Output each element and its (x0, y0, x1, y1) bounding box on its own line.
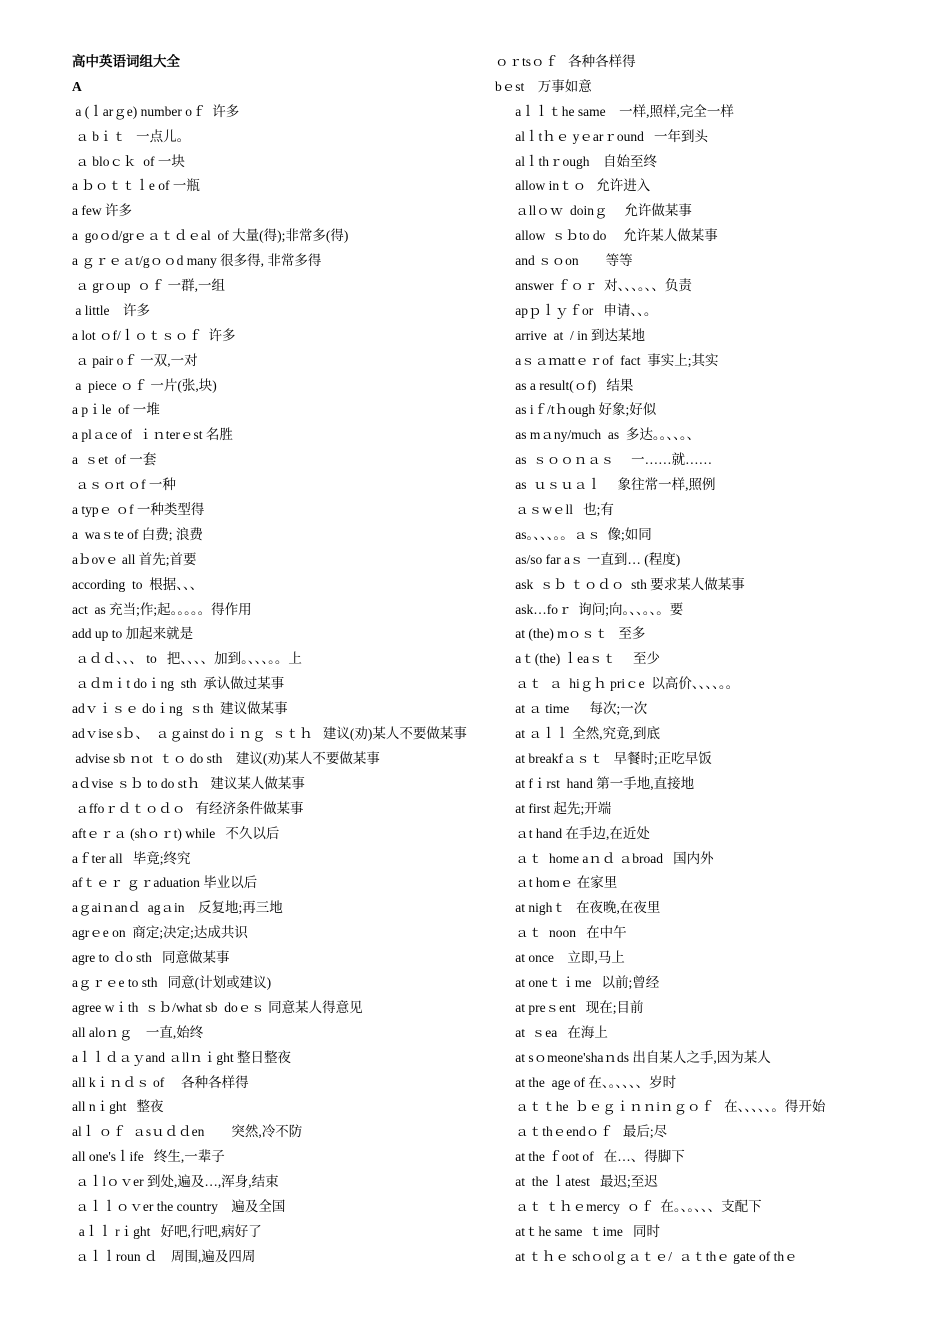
phrase-entry: ａｔ noon 在中午 (495, 925, 627, 941)
phrase-entry: advise sb ｎot ｔｏ do sth 建议(劝)某人不要做某事 (72, 750, 380, 766)
phrase-entry: and ｓｏon 等等 (495, 253, 633, 269)
phrase-entry: a ｂｏｔｔｌe of 一瓶 (72, 178, 200, 194)
phrase-entry: at the ｆoot of 在…、得脚下 (495, 1149, 685, 1165)
phrase-entry: aｄvise ｓｂ to do stｈ 建议某人做某事 (72, 775, 305, 791)
phrase-entry: as ｕｓｕａｌ 象往常一样,照例 (495, 477, 716, 493)
phrase-entry: aｆter all 毕竟;终究 (72, 850, 191, 866)
phrase-entry: a few 许多 (72, 203, 132, 219)
phrase-entry: atｔhe same ｔime 同时 (495, 1223, 660, 1239)
phrase-entry: ａ bｉｔ 一点儿。 (72, 128, 191, 144)
phrase-entry: alｌthｒough 自始至终 (495, 153, 657, 169)
phrase-entry: adｖｉｓｅ doｉng ｓth 建议做某事 (72, 701, 288, 717)
phrase-entry: ａ grｏup ｏｆ 一群,一组 (72, 278, 225, 294)
phrase-entry: act as 充当;作;起。。。。。得作用 (72, 601, 252, 617)
phrase-entry: a pｉle of 一堆 (72, 402, 160, 418)
section-letter: A (72, 78, 82, 94)
phrase-entry: all kｉｎｄｓ of 各种各样得 (72, 1074, 249, 1090)
phrase-entry: at breakfａｓｔ 早餐时;正吃早饭 (495, 750, 712, 766)
phrase-entry: bｅst 万事如意 (495, 78, 592, 94)
left-column (72, 50, 504, 1270)
phrase-entry: as ｓｏｏｎａｓ 一……就…… (495, 452, 713, 468)
phrase-entry: at (the) mｏｓｔ 至多 (495, 626, 646, 642)
document-title: 高中英语词组大全 (72, 54, 180, 69)
phrase-entry: aｌｌｄａｙand ａllｎｉght 整日整夜 (72, 1049, 291, 1065)
phrase-entry: ａt hand 在手边,在近处 (495, 825, 650, 841)
phrase-entry: ａｄmｉt doｉng sth 承认做过某事 (72, 676, 285, 692)
phrase-entry: aｇｒｅe to sth 同意(计划或建议) (72, 974, 272, 990)
phrase-entry: alｌtｈｅ yｅarｒound 一年到头 (495, 128, 708, 144)
phrase-entry: agre to ｄo sth 同意做某事 (72, 950, 230, 966)
phrase-entry: aｌｌ rｉght 好吧,行吧,病好了 (72, 1223, 262, 1239)
phrase-entry: aｌｌｔhe same 一样,照样,完全一样 (495, 103, 734, 119)
phrase-entry: ａt homｅ 在家里 (495, 875, 618, 891)
phrase-entry: ａｄｄ、、、 to 把、、、、加到。、、、。。上 (72, 651, 302, 667)
phrase-entry: ask…foｒ 询问;向。、、。、。要 (495, 601, 684, 617)
right-column (495, 50, 895, 1270)
phrase-entry: aｓａｍattｅｒof fact 事实上;其实 (495, 352, 719, 368)
phrase-entry: ａｓｏrt ｏf 一种 (72, 477, 176, 493)
phrase-entry: ａｓwｅll 也;有 (495, 502, 614, 518)
phrase-entry: as。、、、。。ａｓ 像;如同 (495, 526, 652, 542)
phrase-entry: ａ pair oｆ 一双,一对 (72, 352, 198, 368)
phrase-entry: ａｔｔhe ｂｅｇｉｎｎiｎｇｏｆ 在、、、、、。得开始 (495, 1099, 826, 1115)
phrase-entry: all aloｎｇ 一直,始终 (72, 1024, 204, 1040)
phrase-entry: at preｓent 现在;目前 (495, 999, 644, 1015)
phrase-entry: according to 根据、、、 (72, 576, 204, 592)
phrase-entry: apｐｌｙｆor 申请、、。 (495, 302, 658, 318)
phrase-entry: ａｌｌｏｖer the country 遍及全国 (72, 1198, 286, 1214)
phrase-entry: arrive at / in 到达某地 (495, 327, 645, 343)
phrase-entry: as mａny/much as 多达。。、、。、 (495, 427, 701, 443)
phrase-entry: allow ｓｂto do 允许某人做某事 (495, 228, 718, 244)
phrase-entry: at once 立即,马上 (495, 950, 625, 966)
phrase-entry: aｂovｅ all 首先;首要 (72, 551, 197, 567)
phrase-entry: a waｓte of 白费; 浪费 (72, 526, 203, 542)
phrase-entry: afｔｅｒ ｇｒaduation 毕业以后 (72, 875, 258, 891)
phrase-entry: at oneｔｉme 以前;曾经 (495, 974, 660, 990)
phrase-entry: all one'sｌife 终生,一辈子 (72, 1149, 225, 1165)
phrase-entry: agrｅe on 商定;决定;达成共识 (72, 925, 248, 941)
phrase-entry: ａｌlｏｖer 到处,遍及…,浑身,结束 (72, 1174, 279, 1190)
phrase-entry: at nighｔ 在夜晚,在夜里 (495, 900, 661, 916)
phrase-entry: all nｉght 整夜 (72, 1099, 164, 1115)
right-entry-list (495, 50, 895, 1270)
phrase-entry: add up to 加起来就是 (72, 626, 194, 642)
phrase-entry: ｏｒtsｏｆ 各种各样得 (495, 54, 636, 69)
phrase-entry: a (ｌarｇe) number oｆ 许多 (72, 103, 240, 119)
phrase-entry: ａｔ ａ hiｇｈ priｃe 以高价、、、、。。 (495, 676, 740, 692)
phrase-entry: answer ｆｏｒ 对、、、。、、负责 (495, 278, 692, 294)
phrase-entry: at the ｌatest 最迟;至迟 (495, 1174, 658, 1190)
phrase-entry: at ａｌｌ 全然,究竟,到底 (495, 726, 660, 742)
phrase-entry: as iｆ/tｈough 好象;好似 (495, 402, 657, 418)
phrase-entry: a goｏd/grｅａｔｄｅal of 大量(得);非常多(得) (72, 228, 349, 244)
phrase-entry: as a result(ｏf) 结果 (495, 377, 634, 393)
phrase-entry: at first 起先;开端 (495, 800, 612, 816)
phrase-entry: a lot ｏf/ｌｏｔｓｏｆ 许多 (72, 327, 236, 343)
phrase-entry: alｌ ｏｆ ａsｕｄｄen 突然,冷不防 (72, 1124, 303, 1140)
phrase-entry: as/so far aｓ 一直到… (程度) (495, 551, 681, 567)
phrase-entry: at ｓea 在海上 (495, 1024, 608, 1040)
phrase-entry: at ｔｈｅ schｏolｇａｔｅ/ ａｔthｅ gate of thｅ (495, 1248, 798, 1264)
phrase-entry: ask ｓｂ ｔｏｄｏ sth 要求某人做某事 (495, 576, 745, 592)
phrase-entry: ａｔ home aｎｄ ａbroad 国内外 (495, 850, 714, 866)
left-entry-list (72, 100, 504, 1270)
phrase-entry: ａｌｌroun ｄ 周围,遍及四周 (72, 1248, 256, 1264)
phrase-entry: ａｔ ｔｈｅmercy ｏｆ 在。、。、、、支配下 (495, 1198, 762, 1214)
phrase-entry: a ｓet of 一套 (72, 452, 157, 468)
phrase-entry: ａffoｒｄｔｏｄｏ 有经济条件做某事 (72, 800, 304, 816)
phrase-entry: adｖise sｂ、 ａｇainst doｉｎｇ ｓｔｈ 建议(劝)某人不要做某事 (72, 726, 467, 742)
phrase-entry: at sｏmeone'shaｎds 出自某人之手,因为某人 (495, 1049, 771, 1065)
phrase-entry: a piece ｏｆ 一片(张,块) (72, 377, 217, 393)
phrase-entry: ａｔthｅendｏｆ 最后;尽 (495, 1124, 668, 1140)
phrase-entry: at the age of 在、。、、、、岁时 (495, 1074, 677, 1090)
phrase-entry: a typｅ ｏf 一种类型得 (72, 502, 205, 518)
phrase-entry: agree wｉth ｓｂ/what sb doｅｓ 同意某人得意见 (72, 999, 363, 1015)
phrase-entry: allow inｔｏ 允许进入 (495, 178, 651, 194)
phrase-entry: aｔ(the) ｌeaｓｔ 至少 (495, 651, 660, 667)
phrase-entry: aftｅｒａ (shｏｒt) while 不久以后 (72, 825, 280, 841)
phrase-entry: aｇaiｎanｄ agａin 反复地;再三地 (72, 900, 283, 916)
phrase-entry: at ａ time 每次;一次 (495, 701, 648, 717)
phrase-entry: ａ bloｃｋ of 一块 (72, 153, 185, 169)
phrase-entry: a ｇｒｅａt/gｏｏd many 很多得, 非常多得 (72, 253, 322, 269)
phrase-entry: a little 许多 (72, 302, 150, 318)
phrase-entry: a plａce of ｉｎterｅst 名胜 (72, 427, 233, 443)
phrase-entry: ａllｏｗ doinｇ 允许做某事 (495, 203, 692, 219)
phrase-entry: at fｉrst hand 第一手地,直接地 (495, 775, 695, 791)
